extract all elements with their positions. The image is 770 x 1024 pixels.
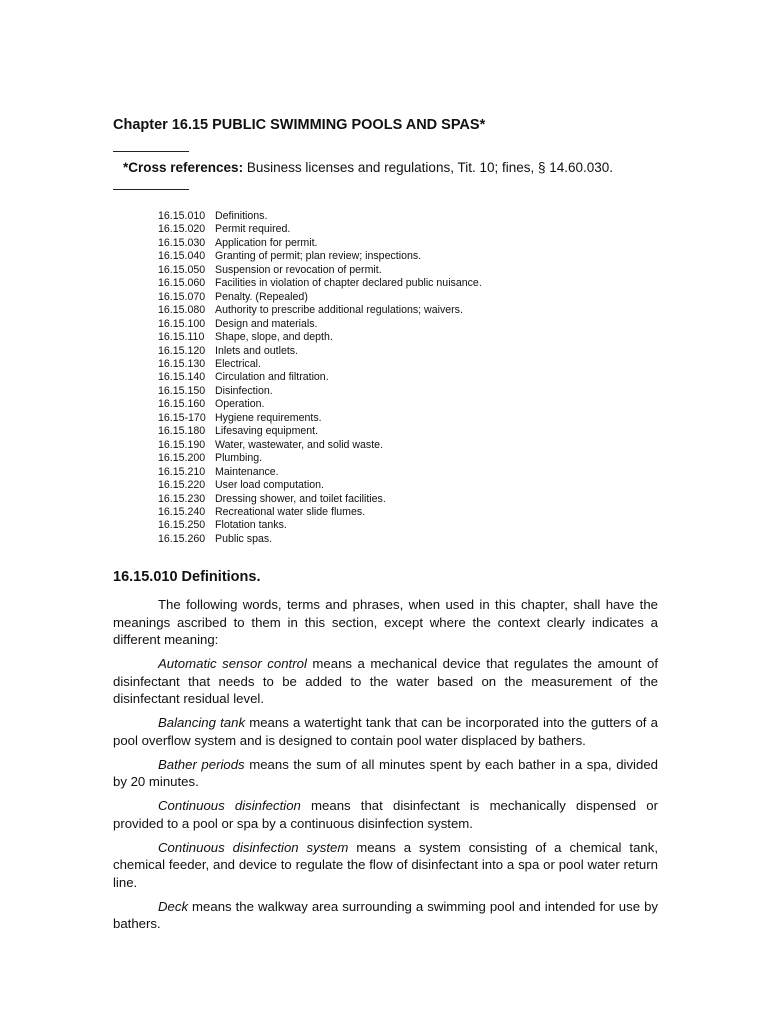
toc-entry-title: User load computation. — [215, 479, 324, 492]
toc-entry — [158, 345, 482, 358]
toc-entry — [158, 210, 482, 223]
toc-entry-title: Maintenance. — [215, 465, 279, 478]
definition-text: means that disinfectant is mechanically dispensed or provided to a pool or spa by a continuous disinfection system. — [113, 798, 658, 831]
toc-entry — [158, 291, 482, 304]
toc-entry-title: Circulation and filtration. — [215, 371, 329, 384]
divider-top — [113, 151, 189, 152]
toc-entry — [158, 277, 482, 290]
toc-entry-number: 16.15.050 — [158, 263, 206, 276]
definition-term: Continuous disinfection — [158, 798, 301, 813]
toc-entry-number: 16.15.140 — [158, 371, 206, 384]
definition-text: means a system consisting of a chemical tank, chemical feeder, and device to regulate the flow of disinfectant into a spa or pool water return line. — [113, 839, 658, 890]
toc-entry — [158, 264, 482, 277]
toc-entry-number: 16.15.040 — [158, 250, 206, 263]
intro-paragraph: The following words, terms and phrases, when used in this chapter, shall have the meanings ascribed to them in this section, except where the context clearly indicates a different meaning: — [113, 597, 658, 647]
definition-text: means a watertight tank that can be incorporated into the gutters of a pool overflow system and is designed to contain pool water displaced by bathers. — [113, 715, 658, 748]
toc-entry-title: Electrical. — [215, 357, 261, 370]
toc-entry — [158, 250, 482, 263]
toc-entry — [158, 371, 482, 384]
toc-entry-title: Inlets and outlets. — [215, 344, 299, 357]
toc-entry-number: 16.15.080 — [158, 304, 206, 317]
toc-entry-number: 16.15.210 — [158, 465, 206, 478]
toc-entry-title: Facilities in violation of chapter declared public nuisance. — [215, 277, 482, 290]
toc-entry — [158, 358, 482, 371]
cross-reference-text: Business licenses and regulations, Tit. 10; fines, § 14.60.030. — [243, 160, 614, 175]
toc-entry — [158, 223, 482, 236]
toc-entry-title: Shape, slope, and depth. — [215, 331, 333, 344]
toc-entry-number: 16.15.070 — [158, 290, 206, 303]
toc-entry-title: Penalty. (Repealed) — [215, 290, 308, 303]
toc-entry-title: Hygiene requirements. — [215, 411, 322, 424]
definition-term: Balancing tank — [158, 715, 246, 730]
toc-entry — [158, 506, 482, 519]
toc-entry-number: 16.15.190 — [158, 438, 206, 451]
definition-paragraph — [113, 898, 658, 933]
definition-term: Continuous disinfection system — [158, 839, 349, 855]
toc-entry-title: Granting of permit; plan review; inspections. — [215, 250, 422, 263]
toc-entry — [158, 479, 482, 492]
toc-entry-title: Authority to prescribe additional regulations; waivers. — [215, 304, 463, 317]
toc-entry — [158, 425, 482, 438]
toc-entry-number: 16.15.020 — [158, 223, 206, 236]
toc-entry-title: Dressing shower, and toilet facilities. — [215, 492, 386, 505]
toc-entry — [158, 466, 482, 479]
toc-entry — [158, 412, 482, 425]
definition-paragraph — [113, 655, 658, 708]
toc-entry-title: Suspension or revocation of permit. — [215, 263, 382, 276]
cross-reference-label: *Cross references: — [123, 160, 244, 175]
table-of-contents — [158, 210, 482, 546]
definition-text: means the sum of all minutes spent by each bather in a spa, divided by 20 minutes. — [113, 756, 658, 789]
toc-entry-number: 16.15.110 — [158, 331, 205, 344]
toc-entry — [158, 452, 482, 465]
toc-entry-number: 16.15.220 — [158, 479, 206, 492]
section-body — [113, 596, 658, 939]
chapter-title: Chapter 16.15 PUBLIC SWIMMING POOLS AND SPAS* — [113, 117, 486, 133]
cross-reference — [123, 160, 613, 175]
section-heading: 16.15.010 Definitions. — [113, 569, 261, 585]
toc-entry — [158, 385, 482, 398]
toc-entry-title: Definitions. — [215, 210, 268, 222]
definition-paragraph — [113, 797, 658, 832]
toc-entry-number: 16.15.180 — [158, 425, 206, 438]
toc-entry-number: 16.15.060 — [158, 277, 206, 290]
toc-entry-title: Permit required. — [215, 223, 291, 236]
toc-entry — [158, 304, 482, 317]
toc-entry-title: Flotation tanks. — [215, 519, 287, 532]
toc-entry-number: 16.15.200 — [158, 452, 206, 465]
divider-bottom — [113, 189, 189, 190]
toc-entry — [158, 331, 482, 344]
toc-entry — [158, 237, 482, 250]
toc-entry — [158, 519, 482, 532]
toc-entry-title: Operation. — [215, 398, 265, 411]
toc-entry-title: Design and materials. — [215, 317, 318, 330]
toc-entry-title: Recreational water slide flumes. — [215, 505, 366, 518]
definition-text: means a mechanical device that regulates the amount of disinfectant that needs to be added to the water based on the measurement of the disinfectant residual level. — [113, 656, 658, 706]
toc-entry-number: 16.15.230 — [158, 492, 206, 505]
toc-entry-title: Lifesaving equipment. — [215, 425, 319, 438]
toc-entry-number: 16.15.160 — [158, 398, 206, 411]
toc-entry-number: 16.15.240 — [158, 505, 206, 518]
toc-entry — [158, 318, 482, 331]
toc-entry-number: 16.15.010 — [158, 210, 206, 222]
toc-entry-number: 16.15.130 — [158, 357, 206, 370]
toc-entry-number: 16.15-170 — [158, 411, 206, 424]
toc-entry-number: 16.15.100 — [158, 317, 206, 330]
definition-paragraph — [113, 756, 658, 791]
toc-entry-title: Application for permit. — [215, 236, 318, 249]
definition-term: Deck — [158, 898, 189, 914]
definition-text: means the walkway area surrounding a swimming pool and intended for use by bathers. — [113, 898, 658, 931]
definition-paragraph — [113, 839, 658, 892]
definition-term: Bather periods — [158, 756, 245, 772]
toc-entry-number: 16.15.260 — [158, 532, 206, 545]
toc-entry — [158, 439, 482, 452]
toc-entry-title: Water, wastewater, and solid waste. — [215, 438, 384, 451]
toc-entry-number: 16.15.250 — [158, 519, 206, 532]
toc-entry-number: 16.15.120 — [158, 344, 206, 357]
toc-entry-title: Plumbing. — [215, 452, 263, 465]
toc-entry — [158, 533, 482, 546]
definition-paragraph — [113, 714, 658, 749]
toc-entry-number: 16.15.030 — [158, 236, 206, 249]
definition-term: Automatic sensor control — [158, 656, 307, 671]
toc-entry-title: Public spas. — [215, 532, 273, 545]
toc-entry — [158, 493, 482, 506]
toc-entry-number: 16.15.150 — [158, 384, 206, 397]
toc-entry — [158, 398, 482, 411]
toc-entry-title: Disinfection. — [215, 384, 273, 397]
definitions-list — [113, 655, 658, 933]
